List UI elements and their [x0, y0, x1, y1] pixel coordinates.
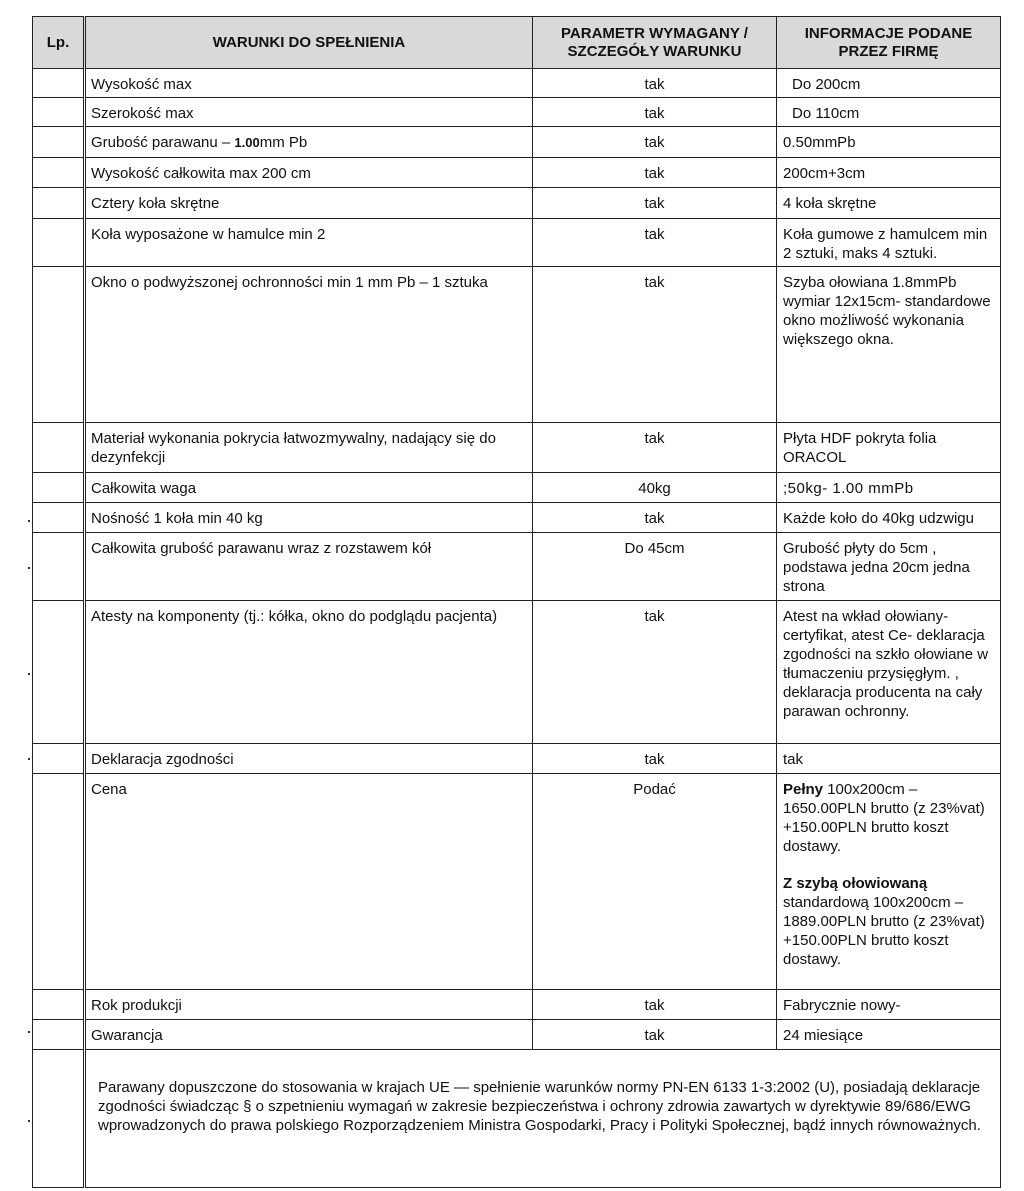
table-row: [33, 473, 1001, 503]
info-cell: 200cm+3cm: [777, 158, 1001, 188]
param-cell: Podać: [533, 774, 777, 990]
footer-row: [33, 1050, 1001, 1188]
row-number-cell: [33, 423, 85, 473]
row-number-cell: [33, 503, 85, 533]
info-cell: Płyta HDF pokryta folia ORACOL: [777, 423, 1001, 473]
param-cell: tak: [533, 69, 777, 98]
param-cell: tak: [533, 267, 777, 423]
row-number-cell: [33, 473, 85, 503]
margin-mark: [28, 567, 30, 569]
info-cell: Szyba ołowiana 1.8mmPb wymiar 12x15cm- standardowe okno możliwość wykonania większego okna.: [777, 267, 1001, 423]
header-conditions: WARUNKI DO SPEŁNIENIA: [85, 17, 533, 69]
requirements-table: [32, 16, 1001, 1188]
param-cell: tak: [533, 744, 777, 774]
row-number-cell: [33, 69, 85, 98]
param-cell: Do 45cm: [533, 533, 777, 601]
row-number-cell: [33, 267, 85, 423]
table-row: [33, 990, 1001, 1020]
table-row: [33, 533, 1001, 601]
price-full-label: Pełny: [783, 781, 824, 798]
info-cell: tak: [777, 744, 1001, 774]
info-cell: 4 koła skrętne: [777, 188, 1001, 219]
row-number-cell: [33, 774, 85, 990]
table-row: [33, 158, 1001, 188]
price-full-text: 100x200cm – 1650.00PLN brutto (z 23%vat) +150.00PLN brutto koszt dostawy.: [783, 781, 985, 855]
condition-cell: Materiał wykonania pokrycia łatwozmywalny, nadający się do dezynfekcji: [85, 423, 533, 473]
condition-suffix: mm Pb: [259, 134, 308, 151]
info-cell: Koła gumowe z hamulcem min 2 sztuki, maks 4 sztuki.: [777, 219, 1001, 267]
condition-cell: Cena: [85, 774, 533, 990]
margin-mark: [28, 673, 30, 675]
table-row: [33, 601, 1001, 744]
condition-cell: [85, 127, 533, 158]
table-row: [33, 774, 1001, 990]
table-row: [33, 188, 1001, 219]
header-row: [33, 17, 1001, 69]
header-param: [533, 17, 777, 69]
info-cell: ;50kg- 1.00 mmPb: [777, 473, 1001, 503]
row-number-cell: [33, 127, 85, 158]
info-cell: Atest na wkład ołowiany- certyfikat, atest Ce- deklaracja zgodności na szkło ołowiane w tłumaczeniu przysięgłym. , deklaracja producenta na cały parawan ochronny.: [777, 601, 1001, 744]
param-cell: tak: [533, 188, 777, 219]
param-cell: tak: [533, 158, 777, 188]
condition-cell: Całkowita waga: [85, 473, 533, 503]
condition-cell: Cztery koła skrętne: [85, 188, 533, 219]
condition-cell: Całkowita grubość parawanu wraz z rozstawem kół: [85, 533, 533, 601]
header-info: [777, 17, 1001, 69]
info-cell: 0.50mmPb: [777, 127, 1001, 158]
table-row: [33, 267, 1001, 423]
condition-cell: Szerokość max: [85, 98, 533, 127]
param-cell: tak: [533, 423, 777, 473]
condition-cell: Wysokość całkowita max 200 cm: [85, 158, 533, 188]
param-cell: tak: [533, 127, 777, 158]
condition-prefix: Grubość parawanu –: [91, 134, 235, 151]
param-cell: tak: [533, 990, 777, 1020]
header-lp: Lp.: [33, 17, 85, 69]
price-window-label: Z szybą ołowiowaną: [783, 875, 928, 892]
param-cell: 40kg: [533, 473, 777, 503]
info-cell: Do 200cm: [777, 69, 1001, 98]
table-row: [33, 423, 1001, 473]
table-row: [33, 1020, 1001, 1050]
condition-bold-value: 1.00: [234, 135, 260, 150]
info-cell: 24 miesiące: [777, 1020, 1001, 1050]
param-cell: tak: [533, 98, 777, 127]
margin-mark: [28, 1120, 30, 1122]
param-cell: tak: [533, 219, 777, 267]
header-info-line1: INFORMACJE PODANE: [804, 24, 973, 42]
row-number-cell: [33, 601, 85, 744]
condition-cell: Okno o podwyższonej ochronności min 1 mm Pb – 1 sztuka: [85, 267, 533, 423]
table-row: [33, 127, 1001, 158]
row-number-cell: [33, 533, 85, 601]
table-row: [33, 744, 1001, 774]
margin-mark: [28, 758, 30, 760]
param-cell: tak: [533, 503, 777, 533]
info-cell: Grubość płyty do 5cm , podstawa jedna 20cm jedna strona: [777, 533, 1001, 601]
header-param-line2: SZCZEGÓŁY WARUNKU: [567, 42, 742, 60]
row-number-cell: [33, 744, 85, 774]
condition-cell: Atesty na komponenty (tj.: kółka, okno do podglądu pacjenta): [85, 601, 533, 744]
footer-note: Parawany dopuszczone do stosowania w krajach UE — spełnienie warunków normy PN-EN 6133 1-3:2002 (U), posiadają deklaracje zgodności świadcząc § o szpetnieniu wymagań w zakresie bezpieczeństwa i ochrony zdrowia zawartych w dyrektywie 89/686/EWG wprowadzonych do prawa polskiego Rozporządzeniem Ministra Gospodarki, Pracy i Polityki Społecznej, bądź innych równoważnych.: [85, 1050, 1001, 1188]
info-cell: Fabrycznie nowy-: [777, 990, 1001, 1020]
table-row: [33, 219, 1001, 267]
price-window-text: standardową 100x200cm – 1889.00PLN brutto (z 23%vat) +150.00PLN brutto koszt dostawy.: [783, 894, 985, 968]
info-cell: Do 110cm: [777, 98, 1001, 127]
table-row: [33, 98, 1001, 127]
price-info-cell: [777, 774, 1001, 990]
condition-cell: Gwarancja: [85, 1020, 533, 1050]
condition-cell: Deklaracja zgodności: [85, 744, 533, 774]
margin-mark: [28, 520, 30, 522]
row-number-cell: [33, 188, 85, 219]
condition-cell: Wysokość max: [85, 69, 533, 98]
header-param-line1: PARAMETR WYMAGANY /: [561, 24, 748, 42]
row-number-cell: [33, 1050, 85, 1188]
row-number-cell: [33, 219, 85, 267]
param-cell: tak: [533, 1020, 777, 1050]
row-number-cell: [33, 1020, 85, 1050]
info-cell: Każde koło do 40kg udzwigu: [777, 503, 1001, 533]
condition-cell: Nośność 1 koła min 40 kg: [85, 503, 533, 533]
row-number-cell: [33, 990, 85, 1020]
margin-mark: [28, 1031, 30, 1033]
table-row: [33, 69, 1001, 98]
param-cell: tak: [533, 601, 777, 744]
condition-cell: Rok produkcji: [85, 990, 533, 1020]
table-row: [33, 503, 1001, 533]
condition-cell: Koła wyposażone w hamulce min 2: [85, 219, 533, 267]
row-number-cell: [33, 98, 85, 127]
header-info-line2: PRZEZ FIRMĘ: [838, 42, 939, 60]
row-number-cell: [33, 158, 85, 188]
